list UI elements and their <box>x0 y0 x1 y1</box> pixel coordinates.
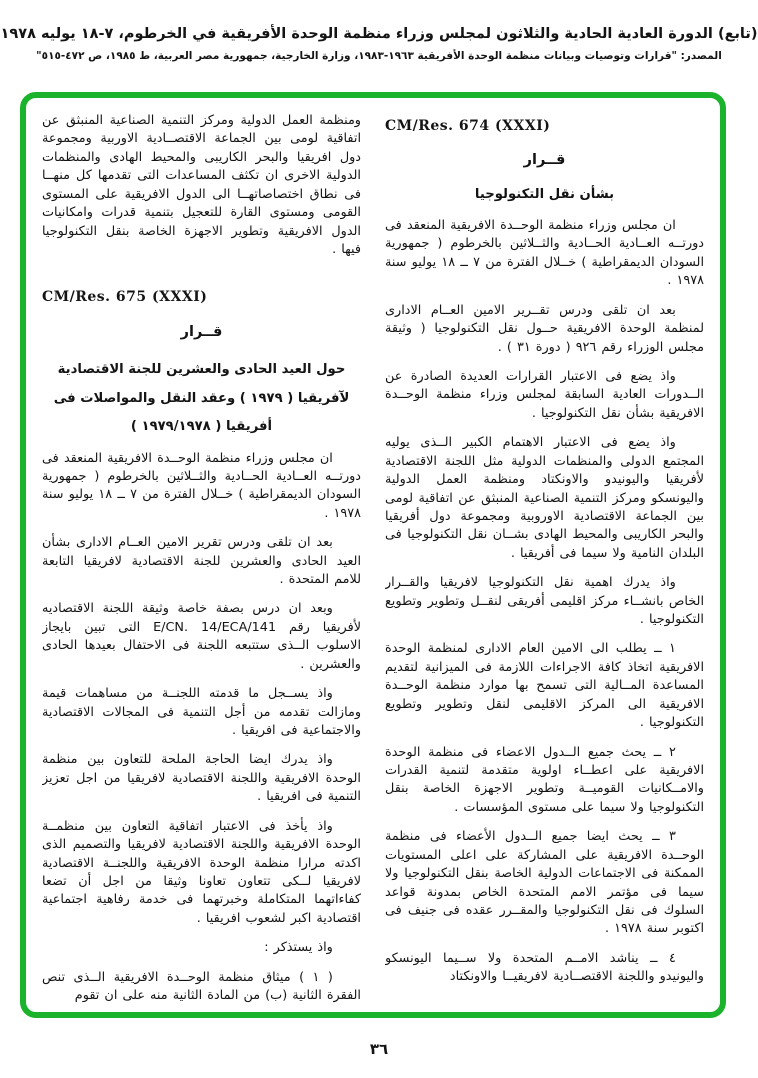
paragraph: واذ يدرك اهمية نقل التكنولوجيا لافريقيا والقــرار الخاص بانشــاء مركز اقليمى أفريقى لنقــل وتطوير وتطويع التكنولوجيا . <box>385 575 704 628</box>
resolution-ref-675: CM/Res. 675 (XXXI) <box>42 289 208 306</box>
recalls-lead-in: واذ يستذكر : <box>264 940 333 956</box>
page-header <box>0 26 758 62</box>
paragraph: واذ يأخذ فى الاعتبار اتفاقية التعاون بين منظمــة الوحدة الافريقية واللجنة الاقتصادية لافريقيا والتصميم الذى اكدته مرارا منظمة الوحدة الافريقية واللجنــة الاقتصادية لافريقيا لــكى تتعاون تعاونا وثيقا من اجل أن تضعا كفاءاتهما المتكاملة وخبرتهما فى خدمة رفاهية اجتماعية اقتصادية اكبر لشعوب افريقيا . <box>42 818 361 926</box>
paragraph: بعد ان تلقى ودرس تقرير الامين العــام الادارى بشأن العيد الحادى والعشرين للجنة الاقتصادية لافريقيا التابعة للامم المتحدة . <box>42 535 361 588</box>
header-source-note: المصدر: "قرارات وتوصيات وبيانات منظمة الوحدة الأفريقية ١٩٦٣-١٩٨٣، وزارة الخارجية، جمهورية مصر العربية، ط ١٩٨٥، ص ٤٧٢-٥١٥" <box>36 50 722 62</box>
resolution-subject-674: بشأن نقل التكنولوجيا <box>474 187 615 203</box>
continuation-paragraph: ومنظمة العمل الدولية ومركز التنمية الصناعية المنبثق عن اتفاقية لومى بين الجماعة الاقتصــادية الاوربية ومجموعة دول افريقيا والبحر الكاريبى والمحيط الهادى والمنظمات الدولية الاخرى ان تكثف المساعدات التى تقدمها كل منهــا فى نطاق اختصاصاتهــا الى الدول الافريقية على المستوى القومى ومستوى القارة للتعجيل بتنمية قدرات وامكانيات الدول الافريقية وتطوير الاجهزة الخاصة بنقل التكنولوجيا فيها . <box>42 113 361 257</box>
numbered-item-2: ٢ ــ يحث جميع الــدول الاعضاء فى منظمة الوحدة الافريقية على اعطــاء اولوية متقدمة لتنمية القدرات والامــكانيات القوميــة وتطوير الاجهزة الخاصة بنقل التكنولوجيا ولا سيما على مستوى المؤسسات . <box>385 744 704 815</box>
resolution-subject-675: حول العيد الحادى والعشرين للجنة الاقتصادية لآفريقيا ( ١٩٧٩ ) وعقد النقل والمواصلات فى أفريقيا ( ١٩٧٩/١٩٧٨ ) <box>53 362 350 435</box>
document-content-frame <box>20 92 726 1018</box>
two-column-layout <box>26 98 720 1012</box>
resolution-title-675: قــرار <box>180 323 223 340</box>
paragraph: بعد ان تلقى ودرس تقــرير الامين العــام الادارى لمنظمة الوحدة الافريقية حــول نقل التكنولوجيا ( وثيقة مجلس الوزراء رقم ٩٢٦ ( دورة ٣١ ) . <box>385 302 704 355</box>
paragraph: واذ يدرك ايضا الحاجة الملحة للتعاون بين منظمة الوحدة الافريقية واللجنة الاقتصادية لافريقيا من اجل تعزيز التنمية فى افريقيا . <box>42 752 361 805</box>
numbered-item-3: ٣ ــ يحث ايضا جميع الــدول الأعضاء فى منظمة الوحــدة الافريقية على المشاركة على اعلى المستويات الممكنة فى الاجتماعات الدولية الخاصة بنقل التكنولوجيا ولا سيما فى مؤتمر الامم المتحدة الخاص بمدونة قواعد السلوك فى نقل التكنولوجيا والمقــرر عقده فى جنيف فى اكتوبر سنة ١٩٧٨ . <box>385 829 704 937</box>
resolution-ref-674: CM/Res. 674 (XXXI) <box>385 118 551 134</box>
column-right-resolution-674 <box>385 112 704 1006</box>
paragraph: واذ يضع فى الاعتبار الاهتمام الكبير الــذى يوليه المجتمع الدولى والمنظمات الدولية مثل اللجنة الاقتصادية لأفريقيا واليونيدو والاونكتاد ومنظمة العمل الدولية واليونسكو ومركز التنمية الصناعية المنبثق عن اتفاقية لومى بين الجماعة الاقتصادية الاوروبية ومجموعة دول أفريقيا والبحر الكاريبى والمحيط الهادى بشــان نقل التكنولوجيا فى البلدان النامية ولا سيما فى أفريقيا . <box>385 435 704 561</box>
paragraph: واذ يضع فى الاعتبار القرارات العديدة الصادرة عن الــدورات العادية السابقة لمجلس وزراء منظمة الوحــدة الافريقية بشأن نقل التكنولوجيا . <box>385 368 704 421</box>
paragraph: ان مجلس وزراء منظمة الوحــدة الافريقية المنعقد فى دورتــه العــادية الحــادية والثــلاثين بالخرطوم ( جمهورية السودان الديمقراطية ) خــلال الفترة من ٧ ــ ١٨ يوليو سنة ١٩٧٨ . <box>385 218 704 289</box>
header-session-title: (تابع) الدورة العادية الحادية والثلاثون لمجلس وزراء منظمة الوحدة الأفريقية في الخرطوم، ٧-١٨ يوليه ١٩٧٨ <box>0 26 758 42</box>
page-number: ٣٦ <box>369 1040 389 1058</box>
resolution-title-674: قــرار <box>523 152 566 169</box>
charter-citation-paragraph: ( ١ ) ميثاق منظمة الوحــدة الافريقية الــذى تنص الفقرة الثانية (ب) من المادة الثانية منه على ان تقوم <box>42 969 361 1004</box>
paragraph: وبعد ان درس بصفة خاصة وثيقة اللجنة الاقتصاديه لأفريقيا رقم E/CN. 14/ECA/141 التى تبين بايجاز الاسلوب الــذى ستتبعه اللجنة فى الاحتفال بعيدها الحادى والعشرين . <box>42 601 361 672</box>
paragraph: ان مجلس وزراء منظمة الوحــدة الافريقية المنعقد فى دورتــه العــادية الحــادية والثــلاثين بالخرطوم ( جمهورية السودان الديمقراطية ) خــلال الفترة من ٧ ــ ١٨ يوليو سنة ١٩٧٨ . <box>42 450 361 521</box>
numbered-item-1: ١ ــ يطلب الى الامين العام الادارى لمنظمة الوحدة الافريقية اتخاذ كافة الاجراءات اللازمة فى الميزانية لتقديم المساعدة المــالية التى تسمح بها موارد منظمة الوحــدة الافريقية الى المركز الاقليمى لنقل وتطوير وتطويع التكنولوجيا . <box>385 641 704 731</box>
numbered-item-4: ٤ ــ يناشد الامــم المتحدة ولا ســيما اليونسكو واليونيدو واللجنة الاقتصــادية لافريقيــا والاونكتاد <box>385 950 704 985</box>
paragraph: واذ يســجل ما قدمته اللجنــة من مساهمات قيمة ومازالت تقدمه من أجل التنمية فى المجالات الاقتصادية والاجتماعية فى افريقيا . <box>42 686 361 739</box>
column-left-resolution-675 <box>42 112 361 1006</box>
